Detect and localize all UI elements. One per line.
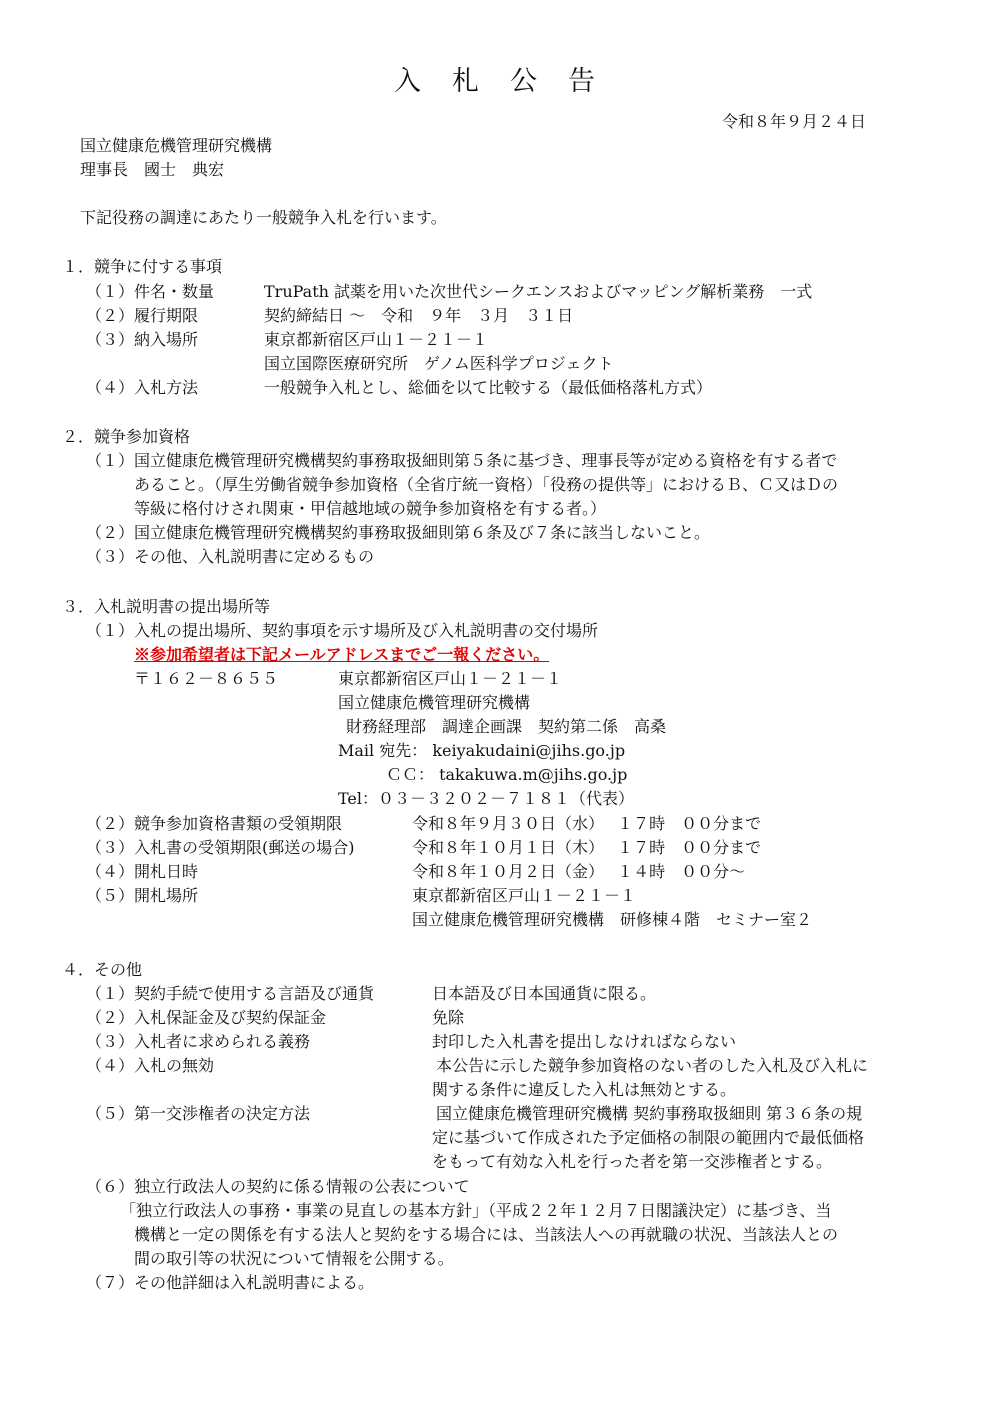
s4-row-value-line1: 本公告に示した競争参加資格のない者のした入札及び入札に <box>436 1056 869 1075</box>
s2-item-1-line2: あること。（厚生労働省競争参加資格（全省庁統一資格）「役務の提供等」におけるＢ、Ｃ又はＤの <box>134 475 839 494</box>
s4-row-label: （３）入札者に求められる義務 <box>86 1032 311 1051</box>
s3-row-value: 東京都新宿区戸山１－２１－１ <box>412 886 637 905</box>
s2-item-1-line1: （１）国立健康危機管理研究機構契約事務取扱細則第５条に基づき、理事長等が定める資格を有する者で <box>86 451 838 470</box>
s3-row-value-line2: 国立健康危機管理研究機構 研修棟４階 セミナー室２ <box>412 910 813 929</box>
page-title: 入 札 公 告 <box>394 66 597 97</box>
s1-item-label: （４）入札方法 <box>86 378 199 397</box>
s4-row-label: （１）契約手続で使用する言語及び通貨 <box>86 984 375 1003</box>
s4-item-7: （７）その他詳細は入札説明書による。 <box>86 1273 375 1292</box>
section-4-heading: ４．その他 <box>62 960 143 979</box>
s4-row-value-line1: 国立健康危機管理研究機構 契約事務取扱細則 第３６条の規 <box>436 1104 863 1123</box>
s4-row-value: 免除 <box>432 1008 465 1027</box>
s1-item-label: （１）件名・数量 <box>86 282 215 301</box>
s4-row-value-line2: 定に基づいて作成された予定価格の制限の範囲内で最低価格 <box>432 1128 865 1147</box>
s4-item-6-line1: 「独立行政法人の事務・事業の見直しの基本方針」（平成２２年１２月７日閣議決定）に基づき、当 <box>120 1201 832 1220</box>
s4-item-6-line3: 間の取引等の状況について情報を公開する。 <box>134 1249 454 1268</box>
s1-item-value-line2: 国立国際医療研究所 ゲノム医科学プロジェクト <box>264 354 614 373</box>
s3-row-value: 令和８年１０月２日（金） １４時 ００分〜 <box>412 862 746 881</box>
s3-row-value: 令和８年１０月１日（木） １７時 ００分まで <box>412 838 762 857</box>
postal-code: 〒１６２－８６５５ <box>134 669 279 688</box>
section-1-heading: １．競争に付する事項 <box>62 257 223 276</box>
s4-row-label: （５）第一交渉権者の決定方法 <box>86 1104 311 1123</box>
section-3-heading: ３．入札説明書の提出場所等 <box>62 597 271 616</box>
intro-text: 下記役務の調達にあたり一般競争入札を行います。 <box>80 208 447 227</box>
participation-notice: ※参加希望者は下記メールアドレスまでご一報ください。 <box>134 645 550 664</box>
s4-item-6-line2: 機構と一定の関係を有する法人と契約をする場合には、当該法人への再就職の状況、当該法人との <box>134 1225 839 1244</box>
contact-cc-email: ＣＣ： takakuwa.m@jihs.go.jp <box>386 765 628 784</box>
s1-item-value: 契約締結日 〜 令和 ９年 ３月 ３１日 <box>264 306 574 325</box>
contact-email: Mail 宛先： keiyakudaini@jihs.go.jp <box>338 741 626 760</box>
issuer-chair: 理事長 國士 典宏 <box>80 160 225 179</box>
s3-row-label: （５）開札場所 <box>86 886 199 905</box>
s2-item-3: （３）その他、入札説明書に定めるもの <box>86 547 375 566</box>
s1-item-label: （２）履行期限 <box>86 306 199 325</box>
s1-item-value: TruPath 試薬を用いた次世代シークエンスおよびマッピング解析業務 一式 <box>264 282 813 301</box>
s4-row-value: 日本語及び日本国通貨に限る。 <box>432 984 657 1003</box>
s3-item-1: （１）入札の提出場所、契約事項を示す場所及び入札説明書の交付場所 <box>86 621 599 640</box>
s1-item-label: （３）納入場所 <box>86 330 199 349</box>
office-address: 東京都新宿区戸山１－２１－１ <box>338 669 563 688</box>
s2-item-2: （２）国立健康危機管理研究機構契約事務取扱細則第６条及び７条に該当しないこと。 <box>86 523 711 542</box>
office-org: 国立健康危機管理研究機構 <box>338 693 531 712</box>
s4-item-6-heading: （６）独立行政法人の契約に係る情報の公表について <box>86 1177 470 1196</box>
section-2-heading: ２．競争参加資格 <box>62 427 191 446</box>
s3-row-value: 令和８年９月３０日（水） １７時 ００分まで <box>412 814 762 833</box>
s4-row-label: （２）入札保証金及び契約保証金 <box>86 1008 327 1027</box>
s1-item-value: 東京都新宿区戸山１－２１－１ <box>264 330 489 349</box>
s3-row-label: （４）開札日時 <box>86 862 199 881</box>
s3-row-label: （２）競争参加資格書類の受領期限 <box>86 814 343 833</box>
issuer-org: 国立健康危機管理研究機構 <box>80 136 273 155</box>
s4-row-label: （４）入札の無効 <box>86 1056 215 1075</box>
office-dept: 財務経理部 調達企画課 契約第二係 高桑 <box>346 717 667 736</box>
s4-row-value-line3: をもって有効な入札を行った者を第一交渉権者とする。 <box>432 1152 833 1171</box>
notice-date: 令和８年９月２４日 <box>722 112 867 131</box>
s1-item-value: 一般競争入札とし、総価を以て比較する（最低価格落札方式） <box>264 378 713 397</box>
s2-item-1-line3: 等級に格付けされ関東・甲信越地域の競争参加資格を有する者。） <box>134 499 607 518</box>
s4-row-value-line2: 関する条件に違反した入札は無効とする。 <box>432 1080 737 1099</box>
s4-row-value: 封印した入札書を提出しなければならない <box>432 1032 737 1051</box>
contact-phone: Tel：０３－３２０２－７１８１（代表） <box>338 789 635 808</box>
s3-row-label: （３）入札書の受領期限(郵送の場合) <box>86 838 355 857</box>
